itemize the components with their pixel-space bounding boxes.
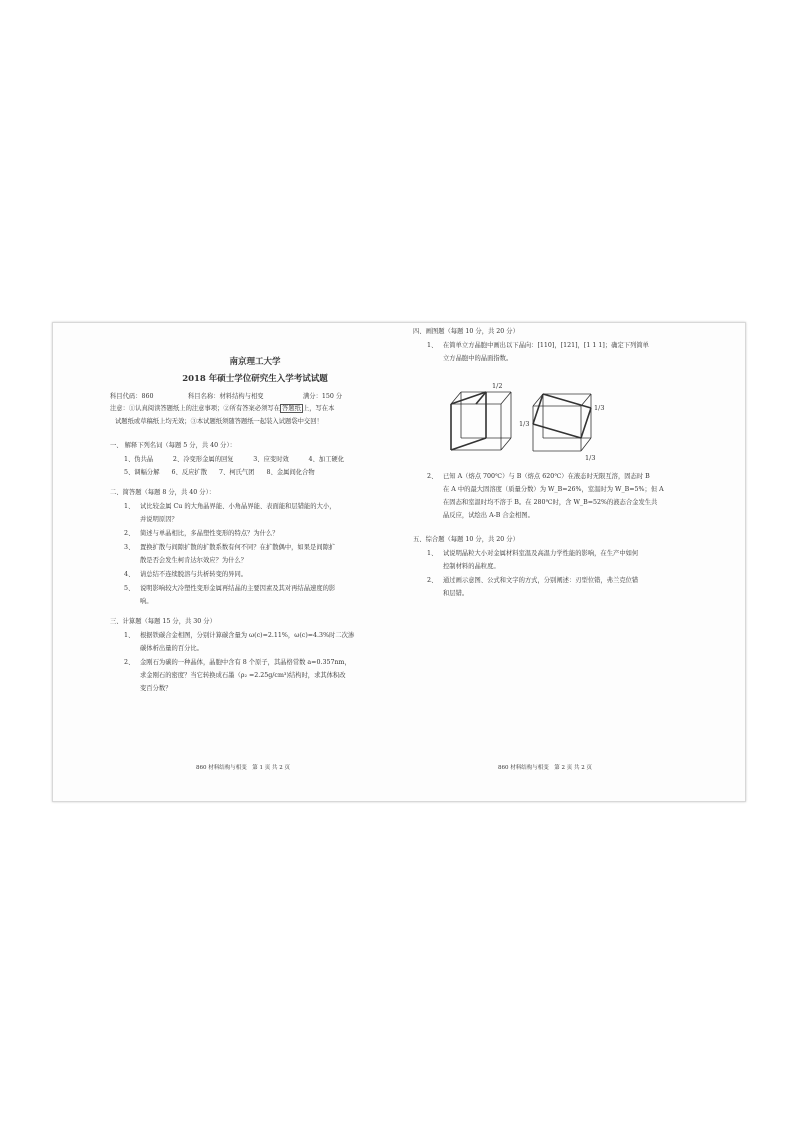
exam-title: 2018 年硕士学位研究生入学考试试题 — [182, 374, 328, 384]
question-line: 控制材料的晶粒度。 — [443, 563, 500, 570]
section-5-heading: 五、综合题（每题 10 分，共 20 分） — [413, 536, 519, 543]
question-line: 和层错。 — [443, 590, 469, 597]
notice-text: 上，写在本 — [302, 405, 335, 412]
question-line: 置换扩散与间隙扩散的扩散系数有何不同？在扩散偶中，如果是间隙扩 — [140, 544, 336, 551]
cube-left — [451, 382, 511, 450]
question-line: 试比较金属 Cu 的大角晶界能、小角晶界能、表面能和层错能的大小， — [140, 503, 336, 510]
term: 4、加工硬化 — [308, 456, 344, 463]
notice-text-line2: 试题纸或草稿纸上均无效；③本试题纸须随答题纸一起装入试题袋中交回！ — [115, 418, 323, 425]
page-2-footer: 860 材料结构与相变 第 2 页 共 2 页 — [498, 765, 592, 771]
label-half: 1/2 — [492, 382, 503, 390]
question-number: 3、 — [124, 544, 135, 551]
question-line: 响。 — [140, 598, 153, 605]
question-item — [124, 502, 400, 525]
question-item — [124, 543, 400, 566]
question-line: 在简单立方晶胞中画出以下晶向：[110]，[121]，[1 1 1]；确定下列简单 — [443, 342, 649, 349]
question-text — [140, 543, 335, 566]
term: 3、应变时效 — [253, 456, 289, 463]
question-line: 求金刚石的密度？当它转换成石墨（ρ₂ =2.25g/cm³)结构时，求其体积改 — [140, 672, 346, 679]
term: 5、调幅分解 — [124, 469, 160, 476]
question-line: 碳体析出量的百分比。 — [140, 645, 203, 652]
term: 7、柯氏气团 — [219, 469, 255, 476]
question-line: 说明影响较大冷塑性变形金属再结晶的主要因素及其对再结晶速度的影 — [140, 585, 336, 592]
question-line: 试说明晶粒大小对金属材料室温及高温力学性能的影响，在生产中如何 — [443, 550, 639, 557]
section-3-heading: 三、计算题（每题 15 分，共 30 分） — [110, 618, 216, 625]
question-item — [124, 631, 400, 654]
question-text — [443, 549, 638, 572]
university-name: 南京理工大学 — [229, 357, 281, 367]
cube-right — [519, 394, 604, 462]
question-item — [427, 576, 713, 599]
question-text — [443, 576, 638, 599]
question-line: 在固态和室温时均不溶于 B。在 280℃时，含 W_B=52%的液态合金发生共 — [443, 499, 658, 506]
question-number: 2、 — [124, 659, 135, 666]
question-number: 1、 — [427, 342, 438, 349]
question-line: 在 A 中的最大固溶度（质量分数）为 W_B=26%，室温时为 W_B=5%；但 A — [443, 486, 664, 493]
question-text — [443, 472, 664, 521]
section-1-heading: 一、 解释下列名词（每题 5 分，共 40 分）： — [110, 442, 236, 449]
question-number: 4、 — [124, 571, 135, 578]
page-2 — [413, 323, 713, 599]
question-text — [140, 631, 354, 654]
question-item — [124, 584, 400, 607]
question-line: 已知 A（熔点 700℃）与 B（熔点 620℃）在液态时无限互溶，固态时 B — [443, 473, 650, 480]
term: 1、伪共晶 — [124, 456, 154, 463]
question-line: 简述与单晶相比，多晶塑性变形的特点？为什么？ — [140, 530, 279, 537]
question-line: 立方晶胞中的晶面指数。 — [443, 355, 513, 362]
section-1-terms — [110, 455, 400, 478]
section-4-question-2 — [413, 472, 713, 521]
question-line: 通过画示意图、公式和文字的方式，分别阐述：刃型位错，弗兰克位错 — [443, 577, 639, 584]
question-line: 变百分数？ — [140, 685, 172, 692]
notice — [110, 404, 400, 427]
section-2-heading: 二、简答题（每题 8 分，共 40 分）： — [110, 489, 216, 496]
section-2-questions — [110, 502, 400, 607]
question-number: 2、 — [124, 530, 135, 537]
full-score: 满分：150 分 — [303, 393, 343, 400]
question-number: 2、 — [427, 473, 438, 480]
page-1-footer: 860 材料结构与相变 第 1 页 共 2 页 — [196, 765, 290, 771]
question-line: 根据铁碳合金相图，分别计算碳含量为 ω(c)=2.11%，ω(c)=4.3%时二次渗 — [140, 632, 355, 639]
cubic-cell-figures — [413, 376, 663, 466]
question-text — [140, 570, 247, 580]
question-number: 5、 — [124, 585, 135, 592]
question-item — [124, 529, 400, 539]
label-third-left: 1/3 — [519, 420, 530, 428]
subject-code: 科目代码：860 — [110, 393, 154, 400]
question-line: 散是否会发生柯肯达尔效应？为什么？ — [140, 557, 248, 564]
notice-boxed-text: 答题纸 — [282, 405, 301, 412]
term: 2、冷变形金属的回复 — [172, 456, 234, 463]
question-line: 金刚石为碳的一种晶体，晶胞中含有 8 个原子，其晶格常数 a=0.357nm， — [140, 659, 351, 666]
section-4-question-1 — [413, 341, 713, 364]
question-number: 1、 — [124, 632, 135, 639]
question-text — [140, 529, 279, 539]
page-1 — [110, 347, 400, 694]
question-item — [124, 658, 400, 694]
section-5-questions — [413, 549, 713, 599]
question-item — [124, 570, 400, 580]
section-4-heading: 四、画图题（每题 10 分，共 20 分） — [413, 328, 519, 335]
question-line: 请总结不连续脱溶与共析转变的异同。 — [140, 571, 248, 578]
subject-name: 科目名称：材料结构与相变 — [188, 393, 264, 400]
label-third-bottom: 1/3 — [585, 454, 596, 462]
scanned-exam-sheet — [52, 322, 746, 802]
notice-text: 注意：①认真阅读答题纸上的注意事项；②所有答案必须写在 — [110, 405, 281, 412]
question-text — [140, 502, 336, 525]
question-item — [427, 472, 713, 521]
question-number: 1、 — [124, 503, 135, 510]
question-text — [443, 341, 649, 364]
term: 8、金属间化合物 — [266, 469, 315, 476]
label-third-right: 1/3 — [594, 404, 605, 412]
question-text — [140, 658, 351, 694]
question-text — [140, 584, 335, 607]
section-3-questions — [110, 631, 400, 694]
question-number: 2、 — [427, 577, 438, 584]
question-item — [427, 549, 713, 572]
question-number: 1、 — [427, 550, 438, 557]
subject-info — [110, 392, 400, 402]
term: 6、反应扩散 — [171, 469, 208, 476]
question-line: 并说明原因？ — [140, 516, 178, 523]
question-item — [427, 341, 713, 364]
question-line: 晶反应，试绘出 A-B 合金相图。 — [443, 512, 534, 519]
